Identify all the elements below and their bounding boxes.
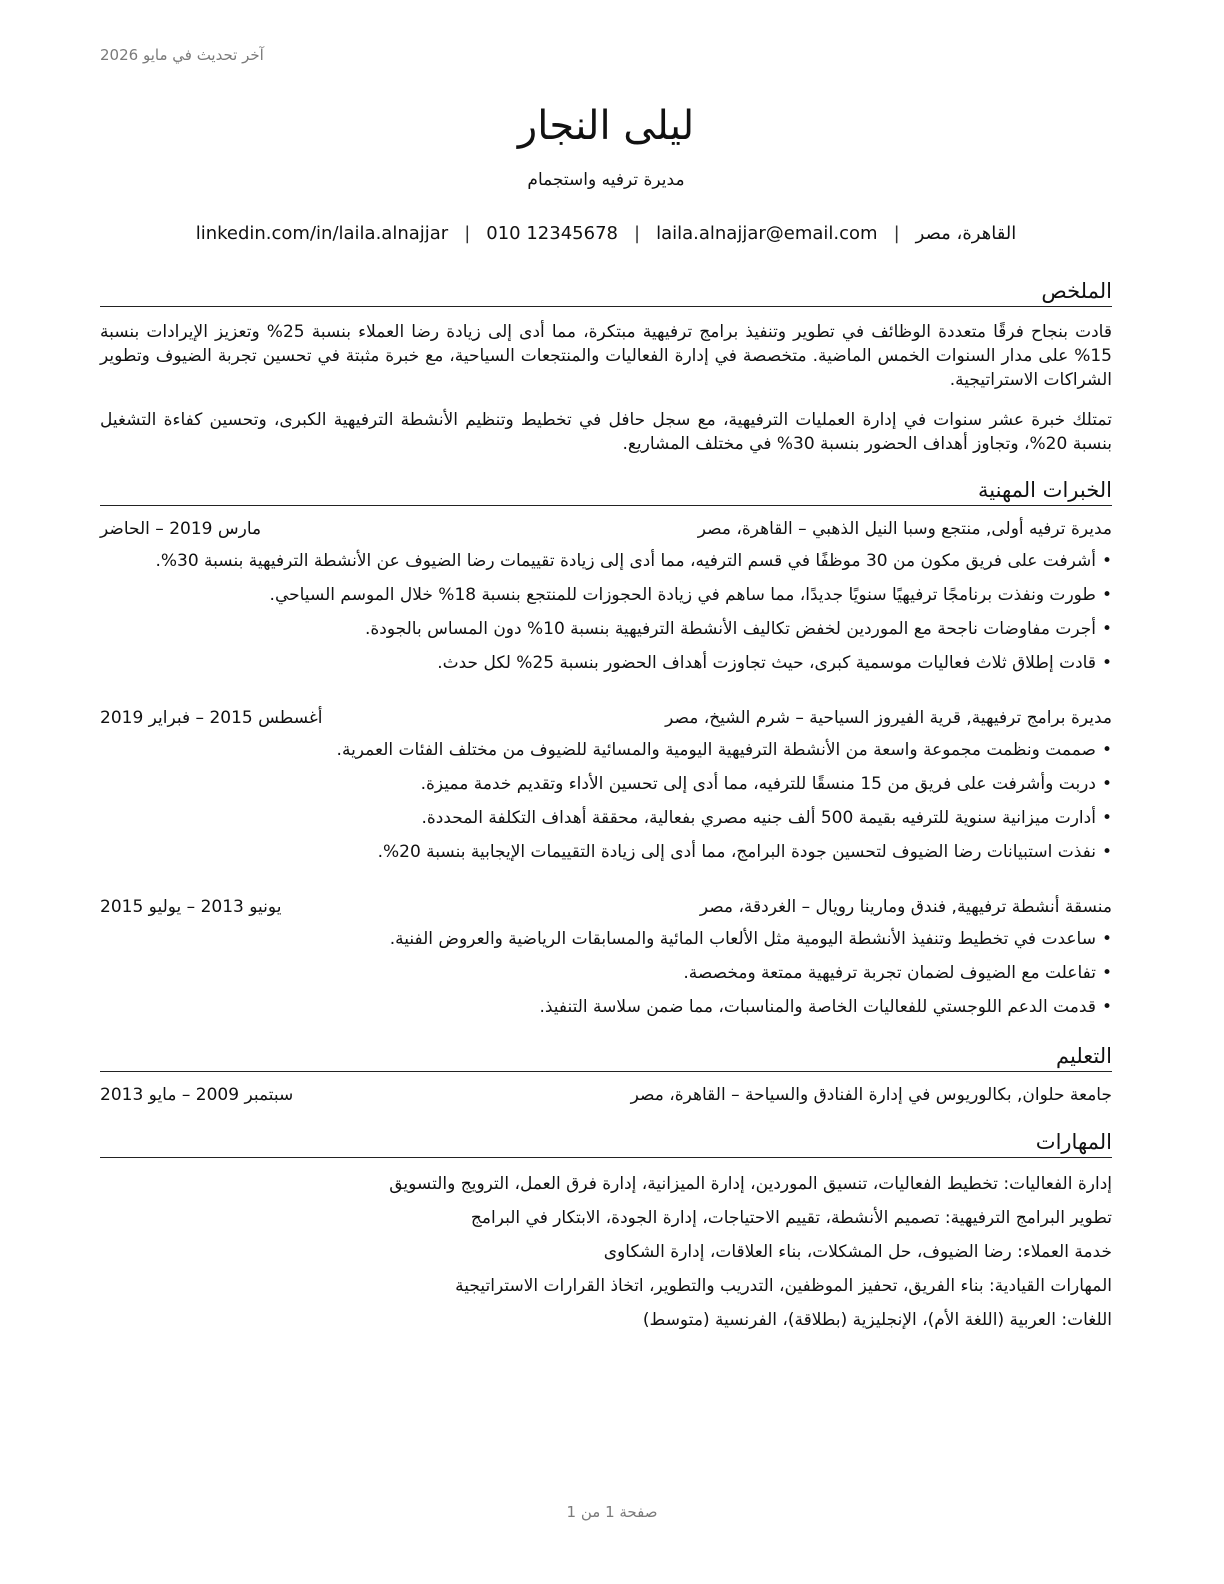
list-item: •قادت إطلاق ثلاث فعاليات موسمية كبرى، حيث تجاوزت أهداف الحضور بنسبة 25% لكل حدث. xyxy=(437,653,1112,673)
list-item: •صممت ونظمت مجموعة واسعة من الأنشطة الترفيهية اليومية والمسائية للضيوف من مختلف الفئات العمرية. xyxy=(336,740,1112,760)
contact-phone[interactable]: 010 12345678 xyxy=(486,223,618,244)
job-dates: مارس 2019 – الحاضر xyxy=(100,519,262,539)
contact-email[interactable]: laila.alnajjar@email.com xyxy=(656,223,878,244)
skill-line: اللغات: العربية (اللغة الأم)، الإنجليزية (بطلاقة)، الفرنسية (متوسط) xyxy=(642,1310,1112,1330)
last-updated: آخر تحديث في مايو 2026 xyxy=(100,46,264,64)
job-dates: أغسطس 2015 – فبراير 2019 xyxy=(100,708,323,728)
contact-separator: | xyxy=(893,223,900,244)
contact-line xyxy=(100,223,1112,244)
job-bullets xyxy=(100,926,1112,1028)
job-role: مديرة برامج ترفيهية, قرية الفيروز السياحية – شرم الشيخ، مصر xyxy=(665,708,1112,728)
candidate-name: ليلى النجار xyxy=(517,103,695,149)
section-heading-summary: الملخص xyxy=(100,278,1112,307)
list-item: •أشرفت على فريق مكون من 30 موظفًا في قسم الترفيه، مما أدى إلى زيادة تقييمات رضا الضيوف عن الأنشطة الترفيهية بنسبة 30%. xyxy=(155,551,1112,571)
summary-paragraph: قادت بنجاح فرقًا متعددة الوظائف في تطوير وتنفيذ برامج ترفيهية مبتكرة، مما أدى إلى زيادة رضا العملاء بنسبة 25% وتعزيز الإيرادات بنسبة 15% على مدار السنوات الخمس الماضية. متخصصة في إدارة الفعاليات والمنتجعات السياحية، مع خبرة مثبتة في تحسين تجربة الضيوف وتطوير الشراكات الاستراتيجية. xyxy=(100,322,1112,390)
contact-separator: | xyxy=(633,223,641,244)
education-degree: جامعة حلوان, بكالوريوس في إدارة الفنادق والسياحة – القاهرة، مصر xyxy=(630,1085,1112,1105)
list-item: •دربت وأشرفت على فريق من 15 منسقًا للترفيه، مما أدى إلى تحسين الأداء وتقديم خدمة مميزة. xyxy=(420,774,1112,794)
skill-line: المهارات القيادية: بناء الفريق، تحفيز الموظفين، التدريب والتطوير، اتخاذ القرارات الاستراتيجية xyxy=(455,1276,1112,1296)
job-bullets xyxy=(100,548,1112,684)
job-header xyxy=(100,897,1112,921)
job-role: مديرة ترفيه أولى, منتجع وسبا النيل الذهبي – القاهرة، مصر xyxy=(697,519,1112,539)
job-header xyxy=(100,519,1112,543)
contact-linkedin[interactable]: linkedin.com/in/laila.alnajjar xyxy=(195,223,449,244)
list-item: •أجرت مفاوضات ناجحة مع الموردين لخفض تكاليف الأنشطة الترفيهية بنسبة 10% دون المساس بالجودة. xyxy=(364,619,1112,639)
summary-paragraph: تمتلك خبرة عشر سنوات في إدارة العمليات الترفيهية، مع سجل حافل في تخطيط وتنظيم الأنشطة الترفيهية الكبرى، وتحسين كفاءة التشغيل بنسبة 20%، وتجاوز أهداف الحضور بنسبة 30% في مختلف المشاريع. xyxy=(100,410,1112,454)
list-item: •قدمت الدعم اللوجستي للفعاليات الخاصة والمناسبات، مما ضمن سلاسة التنفيذ. xyxy=(539,997,1112,1017)
job-header xyxy=(100,708,1112,732)
section-heading-education: التعليم xyxy=(100,1043,1112,1072)
list-item: •طورت ونفذت برنامجًا ترفيهيًا سنويًا جديدًا، مما ساهم في زيادة الحجوزات للمنتجع بنسبة 18% خلال الموسم السياحي. xyxy=(269,585,1112,605)
section-heading-skills: المهارات xyxy=(100,1129,1112,1158)
education-dates: سبتمبر 2009 – مايو 2013 xyxy=(100,1085,294,1105)
education-entry xyxy=(100,1085,1112,1109)
job-role: منسقة أنشطة ترفيهية, فندق ومارينا رويال – الغردقة، مصر xyxy=(699,897,1112,917)
list-item: •نفذت استبيانات رضا الضيوف لتحسين جودة البرامج، مما أدى إلى زيادة التقييمات الإيجابية بنسبة 20%. xyxy=(377,842,1112,862)
contact-separator: | xyxy=(464,223,471,244)
skill-line: خدمة العملاء: رضا الضيوف، حل المشكلات، بناء العلاقات، إدارة الشكاوى xyxy=(603,1242,1112,1262)
page-number: صفحة 1 من 1 xyxy=(566,1503,658,1521)
skill-line: تطوير البرامج الترفيهية: تصميم الأنشطة، تقييم الاحتياجات، إدارة الجودة، الابتكار في البرامج xyxy=(470,1208,1112,1228)
list-item: •ساعدت في تخطيط وتنفيذ الأنشطة اليومية مثل الألعاب المائية والمسابقات الرياضية والعروض الفنية. xyxy=(389,929,1112,949)
contact-location: القاهرة، مصر xyxy=(915,223,1017,244)
skill-line: إدارة الفعاليات: تخطيط الفعاليات، تنسيق الموردين، إدارة الميزانية، إدارة فرق العمل، الترويج والتسويق xyxy=(389,1174,1112,1194)
job-bullets xyxy=(100,737,1112,873)
job-dates: يونيو 2013 – يوليو 2015 xyxy=(100,897,282,917)
list-item: •أدارت ميزانية سنوية للترفيه بقيمة 500 ألف جنيه مصري بفعالية، محققة أهداف التكلفة المحددة. xyxy=(421,808,1112,828)
list-item: •تفاعلت مع الضيوف لضمان تجربة ترفيهية ممتعة ومخصصة. xyxy=(683,963,1112,983)
candidate-title: مديرة ترفيه واستجمام xyxy=(527,170,685,190)
section-heading-experience: الخبرات المهنية xyxy=(100,477,1112,506)
skills-list xyxy=(100,1171,1112,1341)
